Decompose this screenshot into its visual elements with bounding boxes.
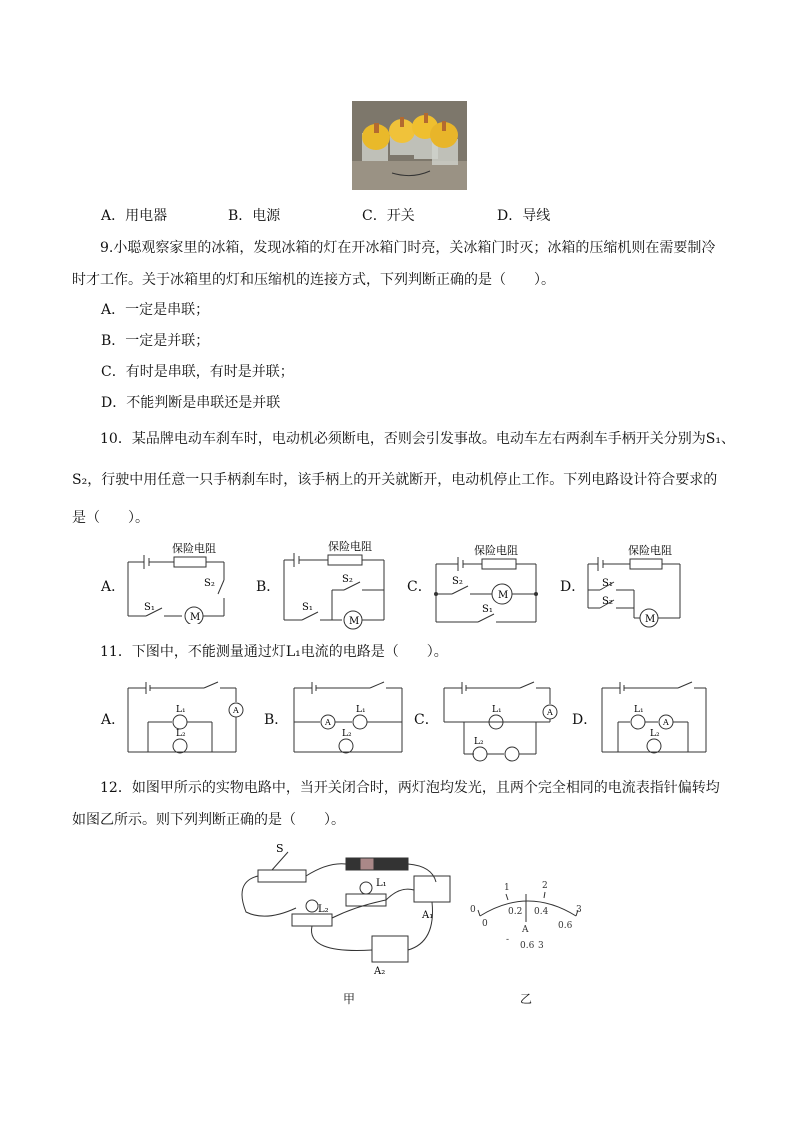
- s2-label: S₂: [452, 576, 463, 587]
- motor-label: M: [645, 614, 656, 625]
- q11-letter-b: B．: [264, 712, 289, 728]
- l2-label: L₂: [650, 729, 660, 739]
- ammeter-label: A: [325, 718, 331, 727]
- motor-label: M: [190, 612, 201, 623]
- dial-terminal-3: 3: [538, 941, 544, 951]
- l1-label: L₁: [376, 878, 387, 889]
- q11-letter-d: D．: [572, 712, 598, 728]
- dial-unit: A: [522, 925, 529, 935]
- q10-stem-line1: 10．某品牌电动车刹车时，电动机必须断电，否则会引发事故。电动车左右两刹车手柄开关分别为S₁、: [100, 431, 736, 447]
- s2-label: S₂: [602, 596, 613, 607]
- q12-figure-jia: [236, 842, 456, 982]
- dial-terminal-06: 0.6: [520, 941, 535, 951]
- l2-label: L₂: [474, 737, 484, 747]
- s1-label: S₁: [482, 604, 493, 615]
- q11-circuit-d: [598, 680, 713, 762]
- dial-terminal-neg: -: [506, 935, 510, 945]
- resistor-label: 保险电阻: [172, 542, 216, 555]
- q9-stem-line2: 时才工作。关于冰箱里的灯和压缩机的连接方式，下列判断正确的是（ ）。: [72, 272, 555, 288]
- dial-bottom-tick-2: 0.4: [534, 907, 549, 917]
- q10-letter-d: D．: [560, 579, 586, 595]
- ammeter-label: A: [233, 706, 239, 715]
- q12-stem-line1: 12．如图甲所示的实物电路中，当开关闭合时，两灯泡均发光，且两个完全相同的电流表指针偏转均: [100, 780, 720, 796]
- l2-label: L₂: [342, 729, 352, 739]
- dial-top-tick-1: 1: [504, 883, 510, 893]
- q10-circuit-c: [432, 540, 542, 628]
- q12-figure-yi-dial: [466, 876, 586, 956]
- figure-yi-caption: 乙: [520, 992, 533, 1006]
- q9-option-b: B．一定是并联；: [101, 333, 210, 349]
- motor-label: M: [349, 616, 360, 627]
- figure-jia-caption: 甲: [343, 992, 356, 1006]
- l2-label: L₂: [318, 904, 329, 915]
- s1-label: S₁: [302, 602, 313, 613]
- q10-letter-a: A．: [101, 579, 126, 595]
- ammeter-label: A: [547, 708, 553, 717]
- q10-stem-line3: 是（ ）。: [72, 510, 149, 526]
- a1-label: A₁: [422, 910, 434, 921]
- q9-option-a: A．一定是串联；: [101, 302, 210, 318]
- dial-top-tick-3: 3: [576, 905, 582, 915]
- resistor-label: 保险电阻: [628, 544, 672, 557]
- dial-bottom-tick-0: 0: [482, 919, 488, 929]
- q9-option-d: D．不能判断是串联还是并联: [101, 395, 281, 411]
- s2-label: S₂: [342, 574, 353, 585]
- motor-label: M: [498, 590, 509, 601]
- q11-letter-a: A．: [101, 712, 126, 728]
- q12-stem-line2: 如图乙所示。则下列判断正确的是（ ）。: [72, 812, 345, 828]
- l2-label: L₂: [176, 729, 186, 739]
- q9-stem-line1: 9.小聪观察家里的冰箱，发现冰箱的灯在开冰箱门时亮，关冰箱门时灭；冰箱的压缩机则在需要制冷: [100, 240, 716, 256]
- q10-stem-line2: S₂，行驶中用任意一只手柄刹车时，该手柄上的开关就断开，电动机停止工作。下列电路设计符合要求的: [72, 472, 718, 488]
- q8-option-c: C．开关: [362, 208, 415, 224]
- q10-circuit-a: [120, 542, 240, 624]
- q10-letter-c: C．: [407, 579, 432, 595]
- q9-option-c: C．有时是串联，有时是并联；: [101, 364, 294, 380]
- lemon-battery-photo: [352, 101, 467, 190]
- dial-top-tick-0: 0: [470, 905, 476, 915]
- q11-letter-c: C．: [414, 712, 439, 728]
- s1-label: S₁: [602, 578, 613, 589]
- resistor-label: 保险电阻: [474, 544, 518, 557]
- l1-label: L₁: [356, 705, 366, 715]
- switch-label: S: [276, 842, 284, 855]
- q10-circuit-b: [278, 540, 393, 632]
- ammeter-label: A: [663, 718, 669, 727]
- q10-letter-b: B．: [256, 579, 281, 595]
- s1-label: S₁: [144, 602, 155, 613]
- a2-label: A₂: [374, 966, 386, 977]
- l1-label: L₁: [176, 705, 186, 715]
- q11-stem: 11．下图中，不能测量通过灯L₁电流的电路是（ ）。: [100, 644, 448, 660]
- q8-option-d: D．导线: [497, 208, 551, 224]
- q11-circuit-c: [440, 680, 562, 762]
- q8-option-a: A．用电器: [101, 208, 168, 224]
- l1-label: L₁: [634, 705, 644, 715]
- q11-circuit-b: [290, 680, 408, 760]
- dial-bottom-tick-1: 0.2: [508, 907, 523, 917]
- s2-label: S₂: [204, 578, 215, 589]
- q10-circuit-d: [582, 540, 687, 632]
- resistor-label: 保险电阻: [328, 540, 372, 553]
- q8-option-b: B．电源: [228, 208, 281, 224]
- dial-bottom-tick-3: 0.6: [558, 921, 573, 931]
- q11-circuit-a: [124, 680, 246, 760]
- dial-top-tick-2: 2: [542, 881, 548, 891]
- l1-label: L₁: [492, 705, 502, 715]
